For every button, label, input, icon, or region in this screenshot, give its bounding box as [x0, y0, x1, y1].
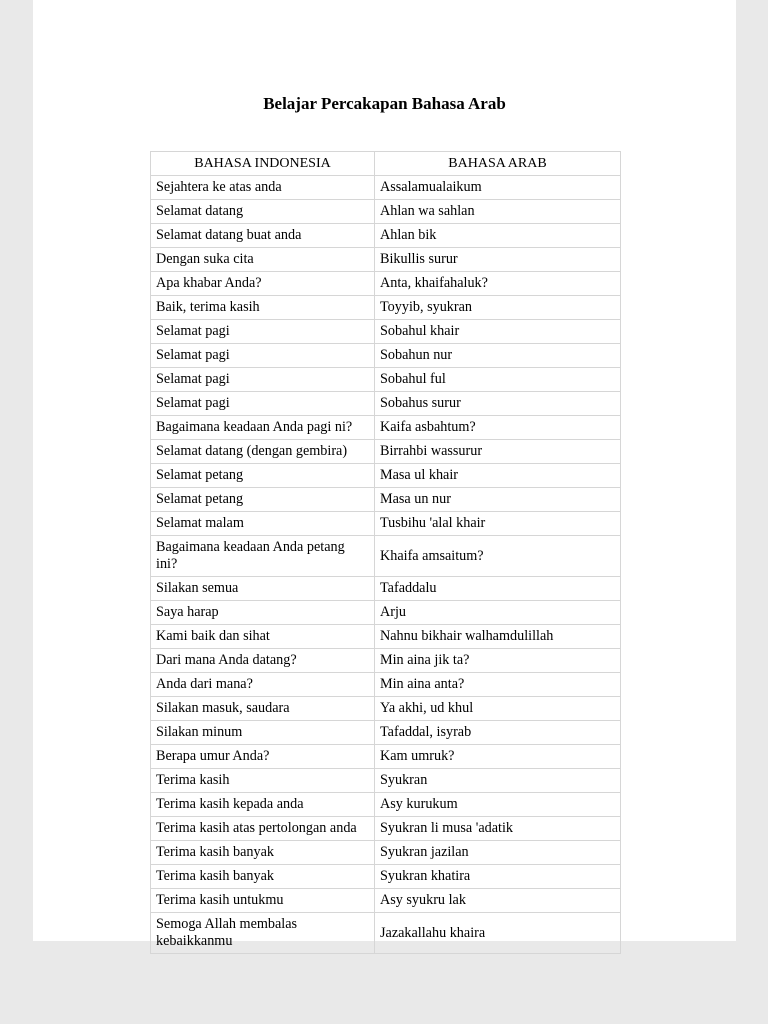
cell-arab: Syukran	[375, 769, 621, 793]
cell-arab: Tafaddal, isyrab	[375, 721, 621, 745]
cell-arab: Kam umruk?	[375, 745, 621, 769]
table-row	[151, 841, 621, 865]
table-row	[151, 224, 621, 248]
cell-indonesia: Selamat pagi	[151, 344, 375, 368]
cell-indonesia: Terima kasih atas pertolongan anda	[151, 817, 375, 841]
cell-arab: Nahnu bikhair walhamdulillah	[375, 625, 621, 649]
cell-indonesia: Dengan suka cita	[151, 248, 375, 272]
table-row	[151, 865, 621, 889]
cell-arab: Anta, khaifahaluk?	[375, 272, 621, 296]
cell-indonesia: Silakan masuk, saudara	[151, 697, 375, 721]
cell-indonesia: Selamat pagi	[151, 368, 375, 392]
cell-indonesia: Silakan semua	[151, 577, 375, 601]
table-row	[151, 248, 621, 272]
cell-arab: Min aina anta?	[375, 673, 621, 697]
cell-indonesia: Bagaimana keadaan Anda pagi ni?	[151, 416, 375, 440]
cell-arab: Sobahus surur	[375, 392, 621, 416]
table-row	[151, 601, 621, 625]
table-row	[151, 889, 621, 913]
cell-indonesia: Semoga Allah membalas kebaikkanmu	[151, 913, 375, 954]
cell-indonesia: Silakan minum	[151, 721, 375, 745]
table-row	[151, 913, 621, 954]
table-row	[151, 320, 621, 344]
cell-indonesia: Baik, terima kasih	[151, 296, 375, 320]
cell-arab: Khaifa amsaitum?	[375, 536, 621, 577]
cell-arab: Syukran li musa 'adatik	[375, 817, 621, 841]
cell-arab: Tusbihu 'alal khair	[375, 512, 621, 536]
cell-indonesia: Bagaimana keadaan Anda petang ini?	[151, 536, 375, 577]
cell-arab: Ya akhi, ud khul	[375, 697, 621, 721]
cell-indonesia: Selamat datang buat anda	[151, 224, 375, 248]
cell-arab: Arju	[375, 601, 621, 625]
cell-arab: Assalamualaikum	[375, 176, 621, 200]
cell-arab: Tafaddalu	[375, 577, 621, 601]
table-row	[151, 440, 621, 464]
cell-arab: Sobahul ful	[375, 368, 621, 392]
cell-indonesia: Terima kasih banyak	[151, 841, 375, 865]
table-row	[151, 577, 621, 601]
cell-indonesia: Terima kasih	[151, 769, 375, 793]
cell-indonesia: Terima kasih banyak	[151, 865, 375, 889]
table-row	[151, 344, 621, 368]
cell-indonesia: Terima kasih untukmu	[151, 889, 375, 913]
table-row	[151, 793, 621, 817]
table-row	[151, 368, 621, 392]
table-row	[151, 464, 621, 488]
table-row	[151, 176, 621, 200]
cell-arab: Toyyib, syukran	[375, 296, 621, 320]
table-row	[151, 296, 621, 320]
table-row	[151, 392, 621, 416]
column-header: BAHASA ARAB	[375, 152, 621, 176]
cell-indonesia: Apa khabar Anda?	[151, 272, 375, 296]
cell-indonesia: Anda dari mana?	[151, 673, 375, 697]
cell-arab: Min aina jik ta?	[375, 649, 621, 673]
phrase-table-body	[151, 176, 621, 954]
document-page	[33, 0, 736, 949]
phrase-table-head-row	[151, 152, 621, 176]
cell-indonesia: Terima kasih kepada anda	[151, 793, 375, 817]
table-row	[151, 721, 621, 745]
cell-arab: Bikullis surur	[375, 248, 621, 272]
cell-arab: Asy syukru lak	[375, 889, 621, 913]
table-row	[151, 512, 621, 536]
cell-arab: Masa ul khair	[375, 464, 621, 488]
phrase-table	[150, 151, 621, 954]
column-header: BAHASA INDONESIA	[151, 152, 375, 176]
table-row	[151, 745, 621, 769]
cell-arab: Masa un nur	[375, 488, 621, 512]
cell-indonesia: Selamat datang	[151, 200, 375, 224]
cell-arab: Sobahun nur	[375, 344, 621, 368]
cell-indonesia: Dari mana Anda datang?	[151, 649, 375, 673]
table-row	[151, 416, 621, 440]
cell-indonesia: Kami baik dan sihat	[151, 625, 375, 649]
table-row	[151, 488, 621, 512]
cell-arab: Asy kurukum	[375, 793, 621, 817]
cell-indonesia: Berapa umur Anda?	[151, 745, 375, 769]
table-row	[151, 200, 621, 224]
cell-indonesia: Selamat petang	[151, 488, 375, 512]
cell-indonesia: Selamat pagi	[151, 392, 375, 416]
table-row	[151, 649, 621, 673]
page-title: Belajar Percakapan Bahasa Arab	[263, 94, 506, 113]
cell-arab: Sobahul khair	[375, 320, 621, 344]
cell-arab: Syukran jazilan	[375, 841, 621, 865]
table-row	[151, 769, 621, 793]
table-row	[151, 817, 621, 841]
table-row	[151, 673, 621, 697]
table-row	[151, 697, 621, 721]
cell-arab: Syukran khatira	[375, 865, 621, 889]
cell-arab: Kaifa asbahtum?	[375, 416, 621, 440]
cell-indonesia: Saya harap	[151, 601, 375, 625]
table-row	[151, 625, 621, 649]
cell-indonesia: Selamat malam	[151, 512, 375, 536]
cell-arab: Ahlan bik	[375, 224, 621, 248]
cell-indonesia: Selamat petang	[151, 464, 375, 488]
cell-indonesia: Selamat pagi	[151, 320, 375, 344]
cell-arab: Jazakallahu khaira	[375, 913, 621, 954]
cell-arab: Ahlan wa sahlan	[375, 200, 621, 224]
cell-arab: Birrahbi wassurur	[375, 440, 621, 464]
cell-indonesia: Selamat datang (dengan gembira)	[151, 440, 375, 464]
cell-indonesia: Sejahtera ke atas anda	[151, 176, 375, 200]
table-row	[151, 536, 621, 577]
table-row	[151, 272, 621, 296]
